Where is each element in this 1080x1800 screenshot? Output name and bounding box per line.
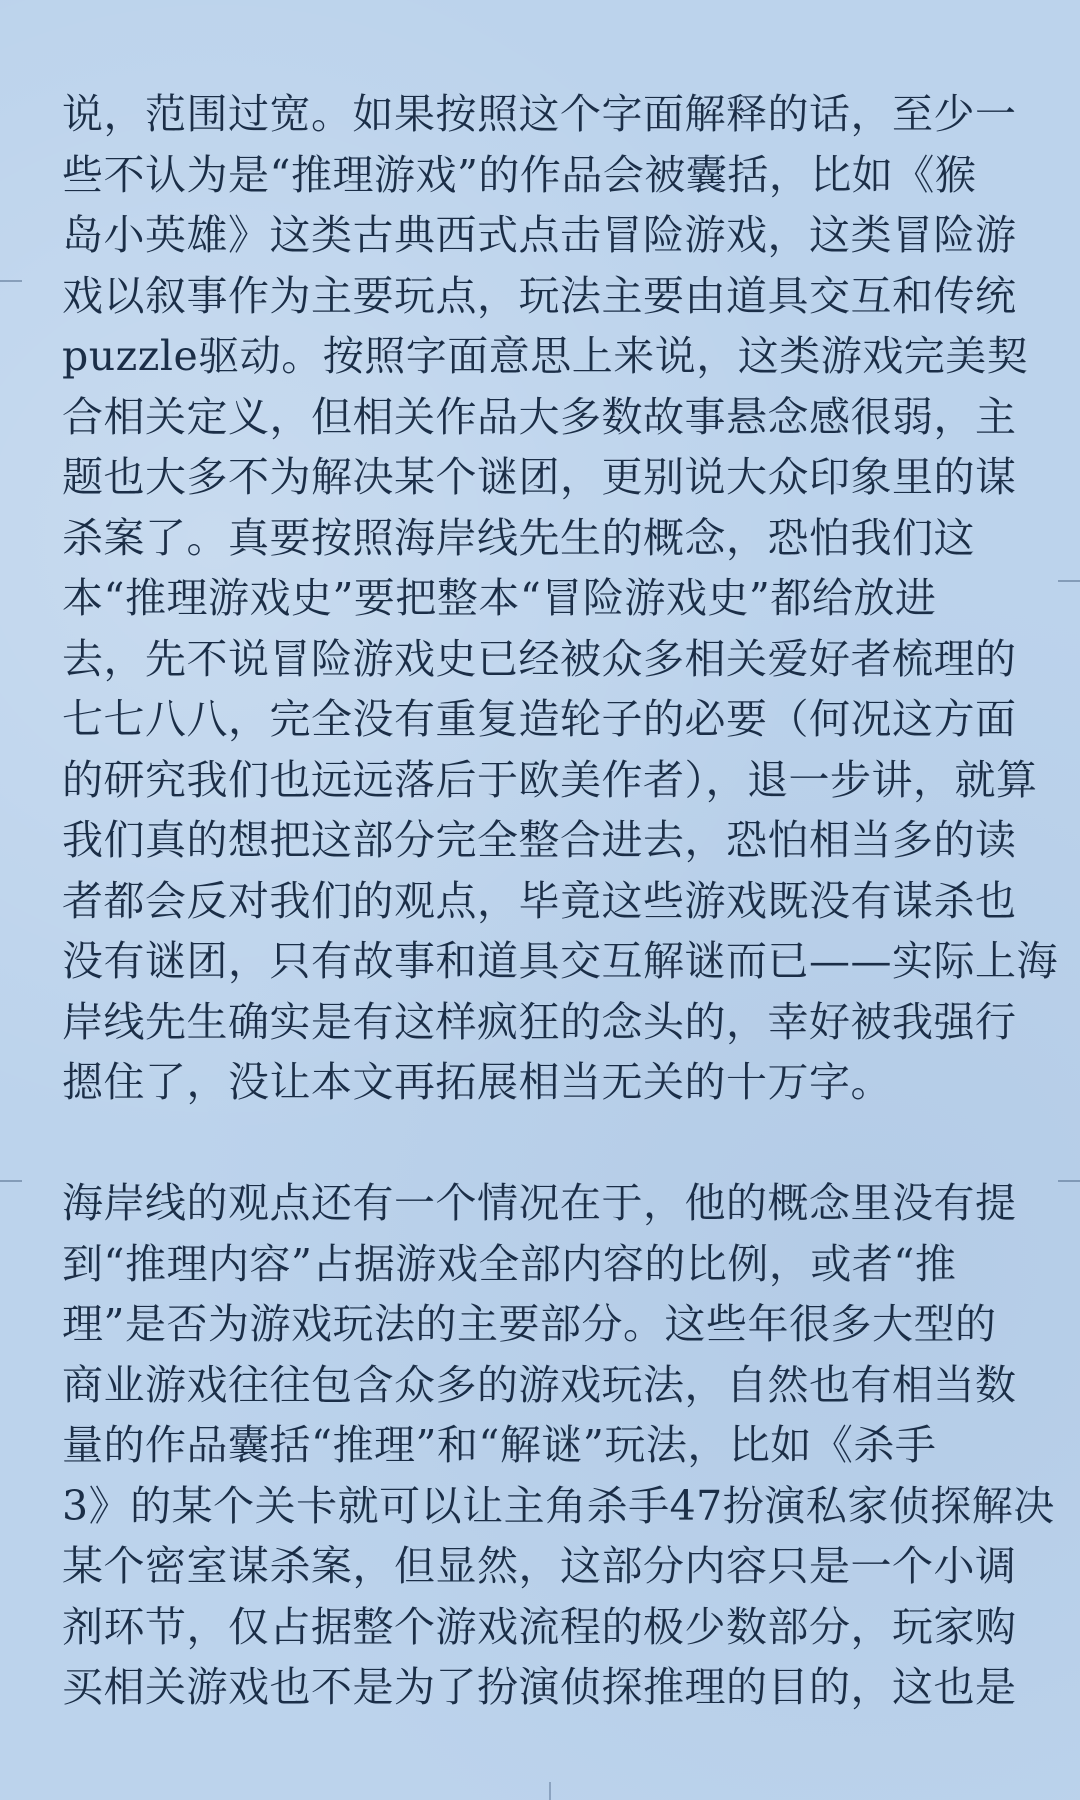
text-line: 些不认为是“推理游戏”的作品会被囊括，比如《猴 (62, 150, 977, 199)
edge-mark (1058, 1180, 1080, 1182)
edge-mark (549, 1782, 551, 1800)
edge-mark (1058, 580, 1080, 582)
text-line: 岛小英雄》这类古典西式点击冒险游戏，这类冒险游 (62, 211, 1017, 259)
text-line: 题也大多不为解决某个谜团，更别说大众印象里的谋 (62, 453, 1017, 501)
text-line: 某个密室谋杀案，但显然，这部分内容只是一个小调 (62, 1542, 1017, 1590)
text-line: 量的作品囊括“推理”和“解谜”玩法，比如《杀手 (62, 1421, 937, 1469)
paragraph-2 (62, 1173, 1055, 1718)
text-line: 的研究我们也远远落后于欧美作者），退一步讲，就算 (62, 755, 1038, 804)
text-line: 我们真的想把这部分完全整合进去，恐怕相当多的读 (62, 816, 1017, 864)
text-line: 七七八八，完全没有重复造轮子的必要（何况这方面 (62, 695, 1017, 743)
text-line: 3》的某个关卡就可以让主角杀手47扮演私家侦探解决 (62, 1481, 1055, 1530)
text-line: 本“推理游戏史”要把整本“冒险游戏史”都给放进 (62, 574, 937, 622)
edge-mark (0, 280, 22, 282)
text-line: 理”是否为游戏玩法的主要部分。这些年很多大型的 (62, 1300, 997, 1348)
text-line: 海岸线的观点还有一个情况在于，他的概念里没有提 (62, 1179, 1017, 1227)
text-line: 摁住了，没让本文再拓展相当无关的十万字。 (62, 1058, 892, 1106)
text-line: 杀案了。真要按照海岸线先生的概念，恐怕我们这 (62, 513, 975, 562)
text-line: 去，先不说冒险游戏史已经被众多相关爱好者梳理的 (62, 634, 1017, 683)
text-line: 没有谜团，只有故事和道具交互解谜而已——实际上海 (62, 937, 1058, 985)
edge-mark (0, 1180, 22, 1182)
text-line: 说，范围过宽。如果按照这个字面解释的话，至少一 (62, 90, 1017, 138)
text-line: 戏以叙事作为主要玩点，玩法主要由道具交互和传统 (62, 271, 1017, 320)
text-line: 岸线先生确实是有这样疯狂的念头的，幸好被我强行 (62, 997, 1017, 1046)
text-line: 剂环节，仅占据整个游戏流程的极少数部分，玩家购 (62, 1602, 1017, 1651)
text-line: 商业游戏往往包含众多的游戏玩法，自然也有相当数 (62, 1360, 1017, 1409)
text-line: 到“推理内容”占据游戏全部内容的比例，或者“推 (62, 1239, 957, 1288)
text-line: puzzle驱动。按照字面意思上来说，这类游戏完美契 (62, 332, 1029, 380)
text-line: 合相关定义，但相关作品大多数故事悬念感很弱，主 (62, 392, 1017, 441)
text-line: 者都会反对我们的观点，毕竟这些游戏既没有谋杀也 (62, 876, 1017, 925)
paragraph-1 (62, 84, 1058, 1113)
text-line: 买相关游戏也不是为了扮演侦探推理的目的，这也是 (62, 1663, 1017, 1711)
